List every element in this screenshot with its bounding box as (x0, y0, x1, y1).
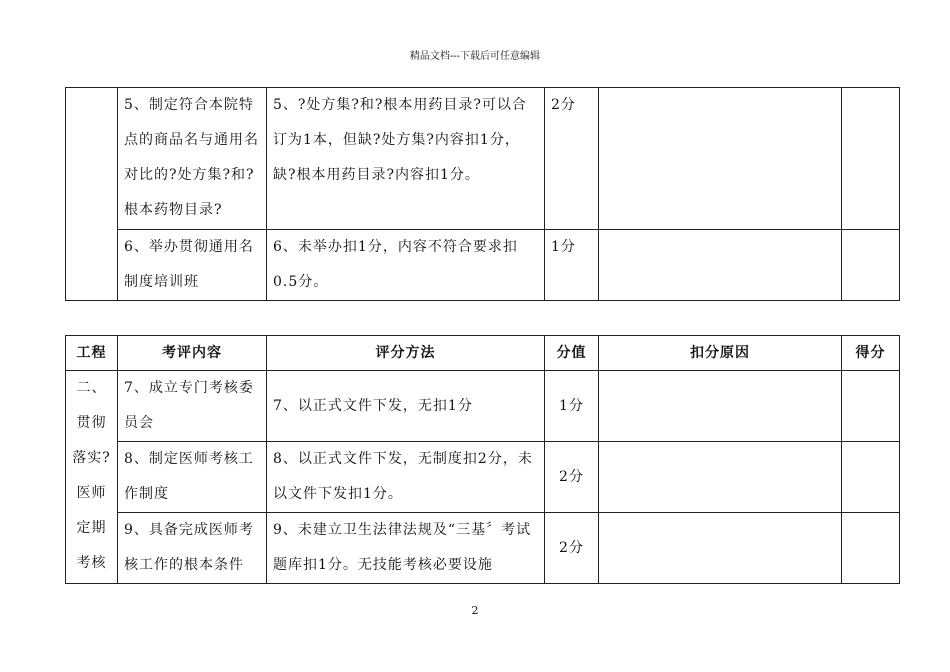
header-project: 工程 (66, 336, 118, 371)
score-cell: 2分 (545, 442, 599, 513)
score-cell: 1分 (545, 230, 599, 301)
score-cell: 2分 (545, 513, 599, 584)
table-row (66, 230, 900, 301)
score-cell: 2分 (545, 88, 599, 230)
project-cell: 二、贯彻落实?医师定期考核 (66, 371, 118, 584)
deduction-reason-cell (599, 230, 842, 301)
header-method: 评分方法 (267, 336, 545, 371)
obtained-score-cell (842, 371, 900, 442)
page-number: 2 (471, 604, 479, 617)
score-cell: 1分 (545, 371, 599, 442)
content-cell: 6、举办贯彻通用名制度培训班 (118, 230, 267, 301)
scoring-table-continued (65, 87, 900, 301)
table-row (66, 371, 900, 442)
header-content: 考评内容 (118, 336, 267, 371)
table-row (66, 88, 900, 230)
obtained-score-cell (842, 442, 900, 513)
deduction-reason-cell (599, 371, 842, 442)
header-deduction-reason: 扣分原因 (599, 336, 842, 371)
deduction-reason-cell (599, 442, 842, 513)
table-row (66, 442, 900, 513)
table-header-row (66, 336, 900, 371)
content-cell: 8、制定医师考核工作制度 (118, 442, 267, 513)
header-score: 分值 (545, 336, 599, 371)
page-header: 精品文档---下载后可任意编辑 (409, 51, 541, 62)
header-obtained-score: 得分 (842, 336, 900, 371)
method-cell: 8、以正式文件下发，无制度扣2分，未以文件下发扣1分。 (267, 442, 545, 513)
obtained-score-cell (842, 88, 900, 230)
method-cell: 9、未建立卫生法律法规及“三基〞考试题库扣1分。无技能考核必要设施 (267, 513, 545, 584)
scoring-table (65, 335, 900, 584)
obtained-score-cell (842, 513, 900, 584)
project-cell (66, 88, 118, 301)
method-cell: 7、以正式文件下发，无扣1分 (267, 371, 545, 442)
deduction-reason-cell (599, 88, 842, 230)
obtained-score-cell (842, 230, 900, 301)
content-cell: 7、成立专门考核委员会 (118, 371, 267, 442)
content-cell: 5、制定符合本院特点的商品名与通用名对比的?处方集?和?根本药物目录? (118, 88, 267, 230)
deduction-reason-cell (599, 513, 842, 584)
method-cell: 5、?处方集?和?根本用药目录?可以合订为1本，但缺?处方集?内容扣1分，缺?根本用药目录?内容扣1分。 (267, 88, 545, 230)
content-cell: 9、具备完成医师考核工作的根本条件 (118, 513, 267, 584)
table-row (66, 513, 900, 584)
method-cell: 6、未举办扣1分，内容不符合要求扣0.5分。 (267, 230, 545, 301)
